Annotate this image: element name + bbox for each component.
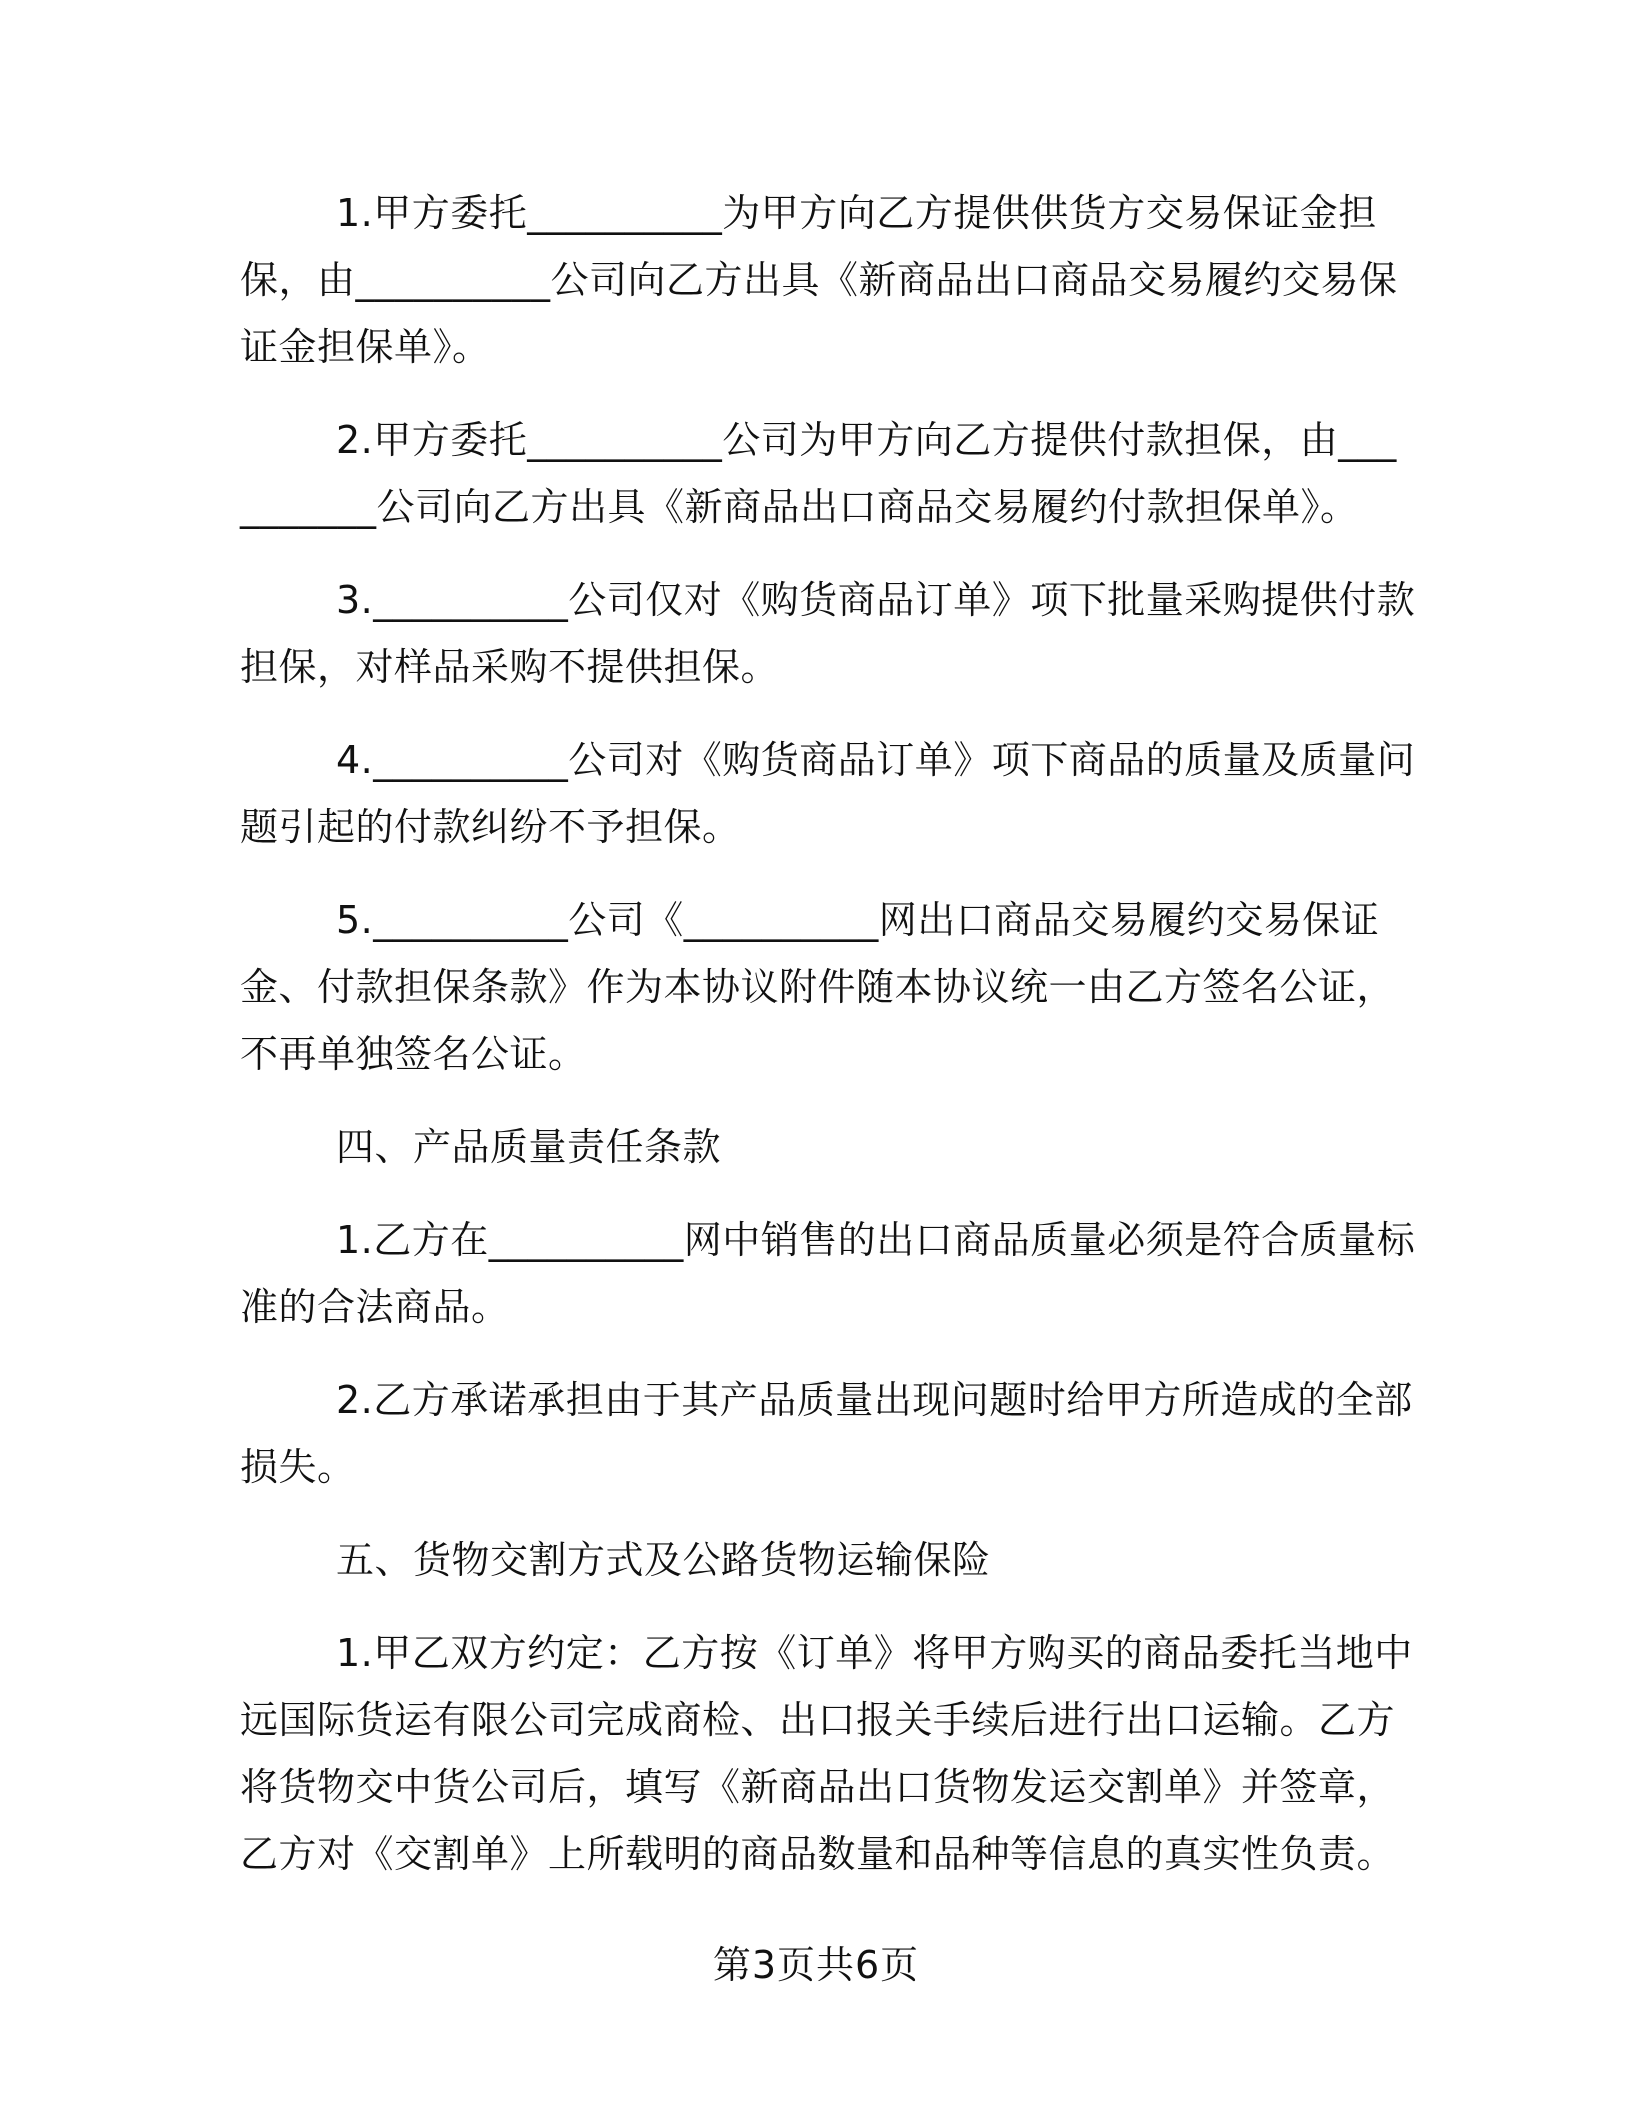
paragraph-quality-2: 2.乙方承诺承担由于其产品质量出现问题时给甲方所造成的全部损失。 (240, 1378, 1413, 1489)
paragraph-guarantee-1: 1.甲方委托__________为甲方向乙方提供供货方交易保证金担保，由__________公司向乙方出具《新商品出口商品交易履约交易保证金担保单》。 (240, 191, 1398, 369)
paragraph-delivery-1: 1.甲乙双方约定：乙方按《订单》将甲方购买的商品委托当地中远国际货运有限公司完成商检、出口报关手续后进行出口运输。乙方将货物交中货公司后，填写《新商品出口货物发运交割单》并签章，乙方对《交割单》上所载明的商品数量和品种等信息的真实性负责。 (240, 1631, 1413, 1876)
document-body (240, 180, 1416, 1914)
section-heading-quality: 四、产品质量责任条款 (336, 1125, 722, 1169)
paragraph-guarantee-2: 2.甲方委托__________公司为甲方向乙方提供付款担保，由__________公司向乙方出具《新商品出口商品交易履约付款担保单》。 (240, 418, 1397, 529)
section-heading-delivery: 五、货物交割方式及公路货物运输保险 (336, 1538, 991, 1582)
paragraph-guarantee-5: 5.__________公司《__________网出口商品交易履约交易保证金、付款担保条款》作为本协议附件随本协议统一由乙方签名公证，不再单独签名公证。 (240, 898, 1396, 1076)
paragraph-quality-1: 1.乙方在__________网中销售的出口商品质量必须是符合质量标准的合法商品。 (240, 1218, 1416, 1329)
paragraph-guarantee-4: 4.__________公司对《购货商品订单》项下商品的质量及质量问题引起的付款纠纷不予担保。 (240, 738, 1416, 849)
page-number: 第3页共6页 (712, 1943, 920, 1987)
paragraph-guarantee-3: 3.__________公司仅对《购货商品订单》项下批量采购提供付款担保，对样品采购不提供担保。 (240, 578, 1416, 689)
